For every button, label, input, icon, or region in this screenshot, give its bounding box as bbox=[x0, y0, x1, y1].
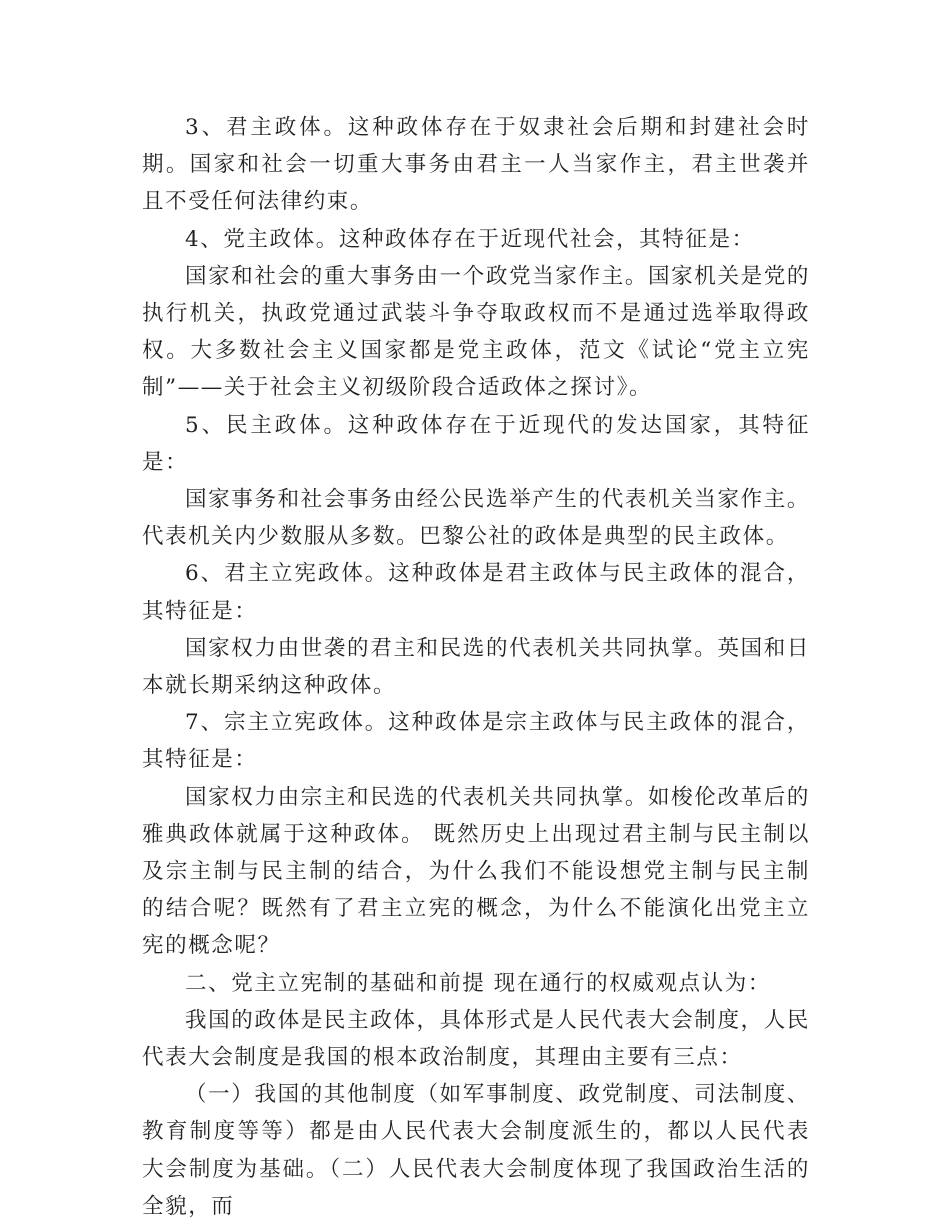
paragraph-political-system: 我国的政体是民主政体，具体形式是人民代表大会制度，人民代表大会制度是我国的根本政治制度，其理由主要有三点： bbox=[142, 1007, 810, 1071]
document-body bbox=[142, 109, 810, 1225]
paragraph-democracy-heading: 5、民主政体。这种政体存在于近现代的发达国家，其特征是： bbox=[142, 412, 810, 475]
paragraph-monarchy: 3、君主政体。这种政体存在于奴隶社会后期和封建社会时期。国家和社会一切重大事务由君主一人当家作主，君主世袭并且不受任何法律约束。 bbox=[142, 115, 810, 215]
paragraph-constitutional-monarchy-detail: 国家权力由世袭的君主和民选的代表机关共同执掌。英国和日本就长期采纳这种政体。 bbox=[142, 635, 810, 699]
paragraph-section-two-heading: 二、党主立宪制的基础和前提 现在通行的权威观点认为： bbox=[185, 970, 771, 996]
paragraph-reasons: （一）我国的其他制度（如军事制度、政党制度、司法制度、教育制度等等）都是由人民代表大会制度派生的，都以人民代表大会制度为基础。（二）人民代表大会制度体现了我国政治生活的全貌，而 bbox=[142, 1082, 810, 1219]
paragraph-party-rule-detail: 国家和社会的重大事务由一个政党当家作主。国家机关是党的执行机关，执政党通过武装斗争夺取政权而不是通过选举取得政权。大多数社会主义国家都是党主政体，范文《试论“党主立宪制”——关于社会主义初级阶段合适政体之探讨》。 bbox=[142, 263, 810, 401]
paragraph-suzerain-constitutional-heading: 7、宗主立宪政体。这种政体是宗主政体与民主政体的混合，其特征是： bbox=[142, 710, 810, 773]
paragraph-constitutional-monarchy-heading: 6、君主立宪政体。这种政体是君主政体与民主政体的混合，其特征是： bbox=[142, 561, 810, 624]
paragraph-democracy-detail: 国家事务和社会事务由经公民选举产生的代表机关当家作主。代表机关内少数服从多数。巴黎公社的政体是典型的民主政体。 bbox=[142, 487, 810, 550]
paragraph-party-rule-heading: 4、党主政体。这种政体存在于近现代社会，其特征是： bbox=[185, 226, 755, 252]
paragraph-suzerain-constitutional-detail: 国家权力由宗主和民选的代表机关共同执掌。如梭伦改革后的雅典政体就属于这种政体。 既然历史上出现过君主制与民主制以及宗主制与民主制的结合，为什么我们不能设想党主制与民主制的结合呢？既然有了君主立宪的概念，为什么不能演化出党主立宪的概念呢？ bbox=[142, 784, 810, 959]
